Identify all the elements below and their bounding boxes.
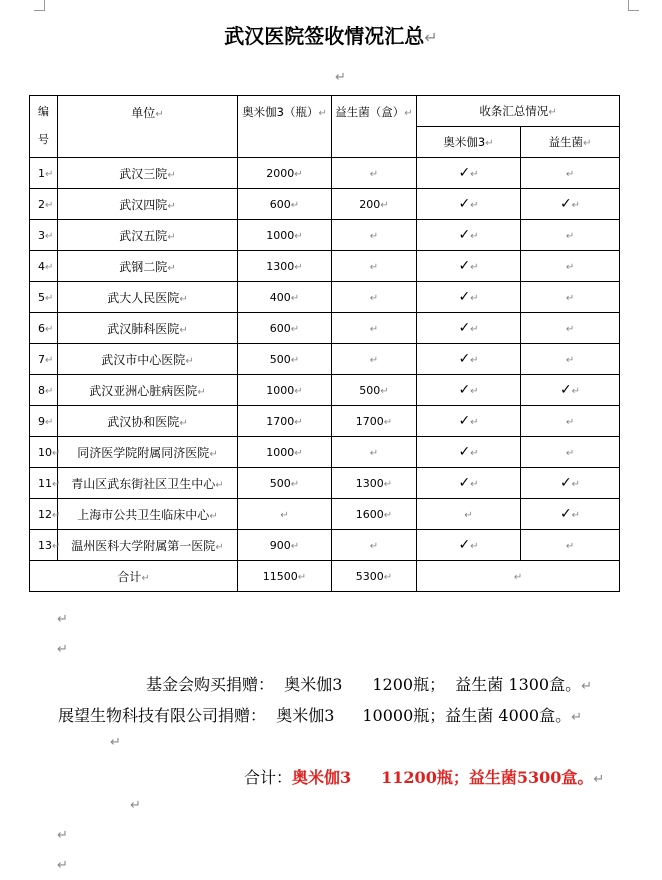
page-corner-mark-right: [628, 0, 639, 11]
table-row: [30, 344, 620, 375]
checkmark-icon: ✓: [458, 475, 471, 491]
row-unit: 青山区武东街社区卫生中心↵: [58, 468, 238, 499]
table-row: [30, 282, 620, 313]
row-number: 5↵: [30, 282, 58, 313]
row-number: 12↵: [30, 499, 58, 530]
paragraph-mark: ↵: [57, 642, 68, 657]
row-receipt-omega3: ✓↵: [417, 375, 521, 406]
row-omega3-qty: 1300↵: [238, 251, 332, 282]
total-label: 合计↵: [30, 561, 238, 592]
row-probiotic-qty: 200↵: [332, 189, 417, 220]
row-receipt-probiotic: ↵: [521, 158, 620, 189]
header-receipt-summary: 收条汇总情况↵: [417, 96, 620, 127]
row-unit: 武汉五院↵: [58, 220, 238, 251]
row-probiotic-qty: ↵: [332, 313, 417, 344]
row-omega3-qty: ↵: [238, 499, 332, 530]
row-omega3-qty: 1000↵: [238, 375, 332, 406]
row-receipt-omega3: ✓↵: [417, 282, 521, 313]
row-receipt-omega3: ✓↵: [417, 313, 521, 344]
row-receipt-omega3: ✓↵: [417, 530, 521, 561]
row-probiotic-qty: 1300↵: [332, 468, 417, 499]
row-probiotic-qty: 500↵: [332, 375, 417, 406]
table-row: [30, 251, 620, 282]
row-unit: 温州医科大学附属第一医院↵: [58, 530, 238, 561]
row-unit: 武钢二院↵: [58, 251, 238, 282]
row-probiotic-qty: ↵: [332, 158, 417, 189]
row-probiotic-qty: ↵: [332, 251, 417, 282]
row-omega3-qty: 500↵: [238, 468, 332, 499]
row-omega3-qty: 500↵: [238, 344, 332, 375]
row-probiotic-qty: ↵: [332, 220, 417, 251]
row-receipt-omega3: ✓↵: [417, 344, 521, 375]
row-receipt-probiotic: ↵: [521, 220, 620, 251]
row-omega3-qty: 1000↵: [238, 220, 332, 251]
row-omega3-qty: 900↵: [238, 530, 332, 561]
checkmark-icon: ✓: [458, 444, 471, 460]
row-receipt-omega3: ✓↵: [417, 251, 521, 282]
row-receipt-probiotic: ↵: [521, 282, 620, 313]
row-probiotic-qty: ↵: [332, 530, 417, 561]
row-probiotic-qty: ↵: [332, 282, 417, 313]
row-number: 7↵: [30, 344, 58, 375]
row-number: 8↵: [30, 375, 58, 406]
checkmark-icon: ✓: [458, 289, 471, 305]
paragraph-mark: ↵: [335, 70, 346, 85]
table-row: [30, 158, 620, 189]
row-receipt-probiotic: ↵: [521, 251, 620, 282]
row-receipt-probiotic: ↵: [521, 437, 620, 468]
table-row: [30, 313, 620, 344]
row-unit: 上海市公共卫生临床中心↵: [58, 499, 238, 530]
row-receipt-omega3: ↵: [417, 499, 521, 530]
row-receipt-probiotic: ✓↵: [521, 375, 620, 406]
title-text: 武汉医院签收情况汇总: [224, 24, 425, 48]
row-probiotic-qty: ↵: [332, 344, 417, 375]
row-receipt-omega3: ✓↵: [417, 158, 521, 189]
checkmark-icon: ✓: [458, 382, 471, 398]
row-omega3-qty: 600↵: [238, 189, 332, 220]
company-donation-line: 展望生物科技有限公司捐赠： 奥米伽3 10000瓶；益生菌 4000盒。↵: [58, 706, 583, 725]
table-row: [30, 220, 620, 251]
header-number: 编号: [30, 96, 58, 158]
table-row: [30, 375, 620, 406]
row-unit: 同济医学院附属同济医院↵: [58, 437, 238, 468]
header-receipt-omega3: 奥米伽3↵: [417, 127, 521, 158]
checkmark-icon: ✓: [458, 165, 471, 181]
table-row: [30, 437, 620, 468]
checkmark-icon: ✓: [559, 196, 572, 212]
row-receipt-probiotic: ✓↵: [521, 499, 620, 530]
row-unit: 武汉四院↵: [58, 189, 238, 220]
paragraph-mark: ↵: [424, 28, 438, 47]
header-receipt-probiotic: 益生菌↵: [521, 127, 620, 158]
row-probiotic-qty: 1700↵: [332, 406, 417, 437]
total-row: [30, 561, 620, 592]
row-omega3-qty: 1700↵: [238, 406, 332, 437]
row-probiotic-qty: 1600↵: [332, 499, 417, 530]
row-receipt-omega3: ✓↵: [417, 406, 521, 437]
checkmark-icon: ✓: [458, 320, 471, 336]
row-receipt-probiotic: ↵: [521, 313, 620, 344]
row-number: 11↵: [30, 468, 58, 499]
header-probiotic-boxes: 益生菌（盒）↵: [332, 96, 417, 158]
table-row: [30, 189, 620, 220]
row-receipt-probiotic: ✓↵: [521, 468, 620, 499]
row-unit: 武汉三院↵: [58, 158, 238, 189]
row-number: 3↵: [30, 220, 58, 251]
total-probiotic: 5300↵: [332, 561, 417, 592]
row-probiotic-qty: ↵: [332, 437, 417, 468]
header-unit: 单位↵: [58, 96, 238, 158]
row-unit: 武汉肺科医院↵: [58, 313, 238, 344]
checkmark-icon: ✓: [458, 537, 471, 553]
row-receipt-omega3: ✓↵: [417, 220, 521, 251]
total-receipt-cell: ↵: [417, 561, 620, 592]
row-receipt-probiotic: ↵: [521, 344, 620, 375]
paragraph-mark: ↵: [57, 612, 68, 627]
checkmark-icon: ✓: [458, 351, 471, 367]
header-omega3-bottles: 奥米伽3（瓶）↵: [238, 96, 332, 158]
row-number: 13↵: [30, 530, 58, 561]
table-row: [30, 406, 620, 437]
row-unit: 武大人民医院↵: [58, 282, 238, 313]
total-omega3: 11500↵: [238, 561, 332, 592]
row-unit: 武汉市中心医院↵: [58, 344, 238, 375]
row-omega3-qty: 400↵: [238, 282, 332, 313]
foundation-donation-line: 基金会购买捐赠： 奥米伽3 1200瓶； 益生菌 1300盒。↵: [146, 675, 593, 694]
row-omega3-qty: 2000↵: [238, 158, 332, 189]
table-row: [30, 499, 620, 530]
page-corner-mark-left: [34, 0, 45, 11]
paragraph-mark: ↵: [57, 858, 68, 873]
paragraph-mark: ↵: [130, 798, 141, 813]
row-omega3-qty: 1000↵: [238, 437, 332, 468]
paragraph-mark: ↵: [57, 828, 68, 843]
row-receipt-omega3: ✓↵: [417, 468, 521, 499]
row-receipt-probiotic: ↵: [521, 406, 620, 437]
row-number: 10↵: [30, 437, 58, 468]
table-row: [30, 530, 620, 561]
row-number: 4↵: [30, 251, 58, 282]
checkmark-icon: ✓: [559, 475, 572, 491]
row-number: 2↵: [30, 189, 58, 220]
receipt-summary-table: [29, 95, 620, 592]
checkmark-icon: ✓: [458, 196, 471, 212]
row-unit: 武汉协和医院↵: [58, 406, 238, 437]
checkmark-icon: ✓: [458, 413, 471, 429]
checkmark-icon: ✓: [559, 506, 572, 522]
paragraph-mark: ↵: [110, 735, 121, 750]
document-title: [0, 20, 662, 49]
row-unit: 武汉亚洲心脏病医院↵: [58, 375, 238, 406]
row-receipt-probiotic: ✓↵: [521, 189, 620, 220]
checkmark-icon: ✓: [458, 227, 471, 243]
row-receipt-probiotic: ↵: [521, 530, 620, 561]
row-number: 1↵: [30, 158, 58, 189]
row-number: 9↵: [30, 406, 58, 437]
row-receipt-omega3: ✓↵: [417, 189, 521, 220]
row-omega3-qty: 600↵: [238, 313, 332, 344]
table-row: [30, 468, 620, 499]
row-receipt-omega3: ✓↵: [417, 437, 521, 468]
row-number: 6↵: [30, 313, 58, 344]
grand-total-line: 合计：奥米伽3 11200瓶；益生菌5300盒。↵: [244, 768, 605, 787]
checkmark-icon: ✓: [559, 382, 572, 398]
checkmark-icon: ✓: [458, 258, 471, 274]
